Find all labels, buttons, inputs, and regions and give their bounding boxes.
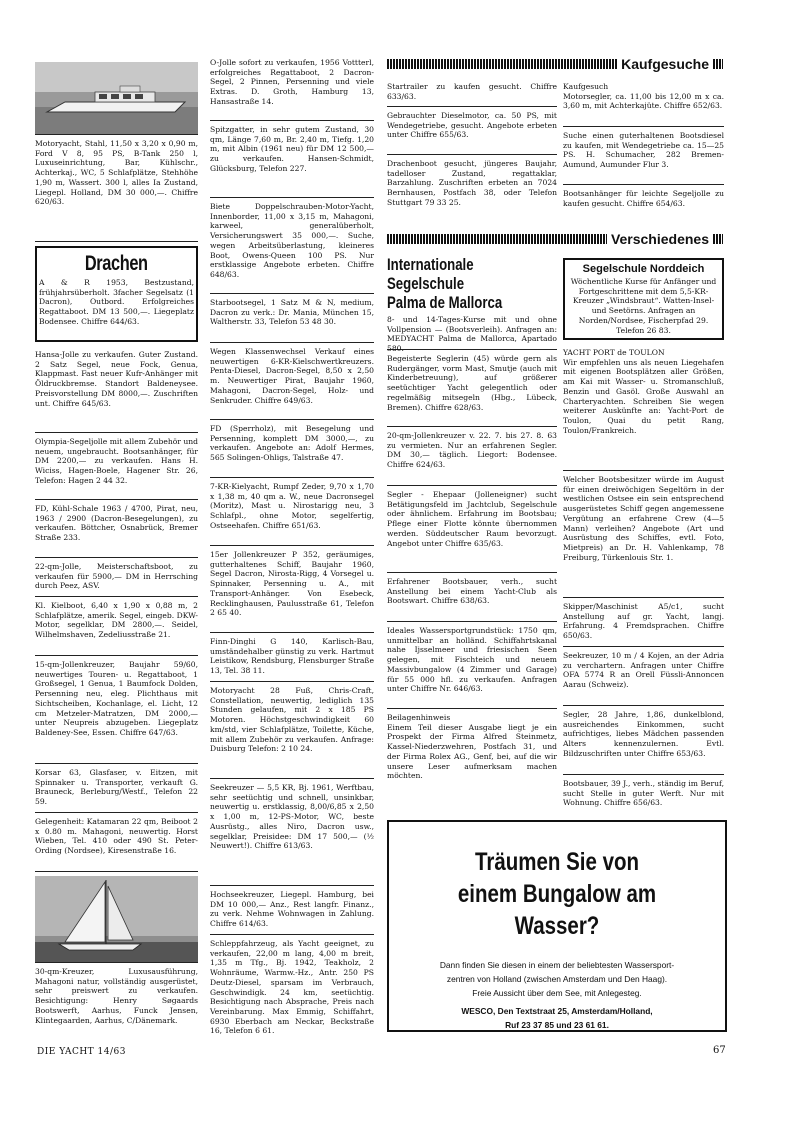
ad-kaufgesuch-motorsegler: Kaufgesuch Motorsegler, ca. 11,00 bis 12,00 m x ca. 3,60 m, mit Achterkajüte. Chiffre 652/63. (563, 78, 724, 127)
ad-dieselmotor: Gebrauchter Dieselmotor, ca. 50 PS, mit Wendegetriebe, gesucht. Angebote erbeten unter Chiffre 655/63. (387, 107, 557, 155)
page-number: 67 (713, 1045, 726, 1056)
segelschule-norddeich-title: Segelschule Norddeich (582, 263, 705, 275)
ad-bootsanhaenger: Bootsanhänger für leichte Segeljolle zu kaufen gesucht. Chiffre 654/63. (563, 189, 724, 208)
ad-15er-jollenkreuzer: 15er Jollenkreuzer P 352, geräumiges, gutterhaltenes Schiff, Baujahr 1960, Segel Dacron, Nirosta-Rigg, 4 Vorsegel u. Spinnaker, Persenning u. A., mit Transport-Anhänger. Von Esebeck, Recklinghausen, Paulusstraße 61, Telefon 2 65 40. (210, 546, 374, 633)
bungalow-ad (387, 820, 727, 1032)
bungalow-body: Dann finden Sie diesen in einem der beliebtesten Wassersport- zentren von Holland (zwischen Amsterdam und Den Haag). Freie Aussicht über dem See, mit Anlegesteg. (439, 960, 675, 998)
verschiedenes-header (387, 232, 723, 246)
ad-22qm-jolle: 22-qm-Jolle, Meisterschaftsboot, zu verkaufen für 5900,— DM in Herrsching durch Peez, ASV. (35, 558, 198, 597)
column-3-lower (387, 256, 557, 787)
ad-finn-dinghi: Finn-Dinghi G 140, Karlisch-Bau, umständehalber günstig zu verk. Hartmut Leistikow, Rendsburg, Flensburger Straße 13, Tel. 38 11. (210, 633, 374, 682)
column-1 (35, 0, 198, 1049)
ad-spitzgatter: Spitzgatter, in sehr gutem Zustand, 30 qm, Länge 7,60 m, Br. 2,40 m, Tiefg. 1,20 m, mit Albin (1961 neu) für DM 12 500,— zu verkaufen. Hansen-Schmidt, Glücksburg, Telefon 227. (210, 121, 374, 198)
column-4-lower (563, 258, 724, 823)
ad-hansa-jolle: Hansa-Jolle zu verkaufen. Guter Zustand. 2 Satz Segel, neue Fock, Genua, Klappmast. Fast neuer Kufr-Anhänger mit Öldruckbremse. Standort Baldeneysee. Preisvorstellung DM 8000,—. Zuschriften unt. Chiffre 645/63. (35, 346, 198, 433)
ad-seekreuzer-55: Seekreuzer — 5,5 KR, Bj. 1961, Werftbau, sehr seetüchtig und schnell, unsinkbar, neuwertig u. erstklassig, 8,00/6,85 x 2,50 x 1,00 m, 12-PS-Motor, WC, beste Ausrüstg., alles Niro, Dacron usw., segelklar, Preisidee: DM 17 500,— (½ Neuwert!). Chiffre 613/63. (210, 779, 374, 886)
motoryacht-photo (35, 62, 198, 135)
ad-o-jolle: O-Jolle sofort zu verkaufen, 1956 Vottterl, erfolgreiches Regattaboot, 2 Dacron-Segel, 2 Pinnen, Persenning und viele Extras. D. Groth, Hamburg 13, Hansastraße 14. (210, 54, 374, 121)
ad-erfahrener-bootsbauer: Erfahrener Bootsbauer, verh., sucht Anstellung bei einem Yacht-Club als Bootswart. Chiffre 638/63. (387, 573, 557, 622)
ad-starbootsegel: Starbootsegel, 1 Satz M & N, medium, Dacron zu verk.: Dr. Mania, München 15, Waltherstr. 33, Telefon 53 48 30. (210, 294, 374, 343)
segelschule-norddeich-body: Wöchentliche Kurse für Anfänger und Fortgeschrittene mit dem 5,5-KR-Kreuzer „Windsbraut“. Watten-Insel- und Seetörns. Anfragen an Norden/Nordsee, Fischerpfad 29. Telefon 26 83. (570, 277, 717, 335)
ad-bootsbauer-39: Bootsbauer, 39 J., verh., ständig im Beruf, sucht Stelle in guter Werft. Nur mit Wohnung. Chiffre 656/63. (563, 779, 724, 808)
intl-segelschule-body: 8- und 14-Tages-Kurse mit und ohne Vollpension — (Bootsverleih). Anfragen an: MEDYACHT Palma de Mallorca, Apartado 580. (387, 315, 557, 354)
column-3 (387, 78, 557, 223)
ad-20qm-jollenkreuzer: 20-qm-Jollenkreuzer v. 22. 7. bis 27. 8. 63 zu vermieten. Nur an erfahrenen Segler. DM 30,— täglich. Liegort: Bodensee. Chiffre 624/63. (387, 427, 557, 486)
ad-segler-28-jahre: Segler, 28 Jahre, 1,86, dunkelblond, ausreichendes Einkommen, sucht aufrichtiges, liebes Mädchen passenden Alters kennenzulernen. Evtl. Bildzuschriften unter Chiffre 653/63. (563, 706, 724, 775)
sailboat-photo (35, 876, 198, 963)
segelschule-norddeich-box (563, 258, 724, 340)
intl-segelschule-title: Internationale Segelschule Palma de Mallorca (387, 256, 503, 312)
ad-doppelschrauben: Biete Doppelschrauben-Motor-Yacht, Innenborder, 11,00 x 3,15 m, Mahagoni, karweel, generalüberholt, Versicherungswert 35 000,—. Suche, wegen Arbeitsüberlastung, kleineres Boot, Owens-Queen 100 PS. Nur erstklassige Angebote erbeten. Chiffre 648/63. (210, 198, 374, 294)
ad-schleppfahrzeug: Schleppfahrzeug, als Yacht geeignet, zu verkaufen, 22,00 m lang, 4,00 m breit, 1,35 m Tfg., Bj. 1942, Teakholz, 2 Wohnräume, Warmw.-Hz., Antr. 250 PS Deutz-Diesel, sparsam im Verbrauch, Geschwindigk. 24 km, seetüchtig. Besichtigung nach Absprache, Preis nach Vereinbarung. Max Emmig, Schiffahrt, 6930 Eberbach am Neckar, Beckstraße 16, Telefon 6 61. (210, 939, 374, 1036)
drachen-ad-box (35, 246, 198, 342)
ad-yacht-port-toulon: YACHT PORT de TOULON Wir empfehlen uns als neuen Liegehafen mit eigenen Bootsplätzen aller Größen, am Kai mit Wasser- u. Stromanschluß, Benzin und Gasöl. Große Auswahl an Charteryachten. Schreiben Sie wegen weiterer Auskünfte an: Yacht-Port de Toulon, Quai du petit Rang, Toulon/Frankreich. (563, 344, 724, 471)
drachen-title: Drachen (85, 252, 148, 275)
ad-drachenboot: Drachenboot gesucht, jüngeres Baujahr, tadelloser Zustand, regattaklar, Barzahlung. Zuschriften erbeten an 7024 Bernhausen, Postfach 38, oder Telefon Stuttgart 79 33 25. (387, 159, 557, 207)
kaufgesuche-header (387, 57, 723, 71)
ad-30qm-kreuzer: 30-qm-Kreuzer, Luxusausführung, Mahagoni natur, vollständig ausgerüstet, sehr preiswert zu verkaufen. Besichtigung: Henry Søgaards Bootswerft, Aarhus, Funck Jensen, Klintegaarden, Aarhus, C/Dänemark. (35, 967, 198, 1025)
intl-segelschule-ad (387, 256, 557, 354)
ad-segler-ehepaar: Segler - Ehepaar (Jolleneigner) sucht Betätigungsfeld im Jachtclub, Segelschule oder ähnlichem. Erfahrung im Bootsbau; Pflege einer Flotte könnte übernommen werden. Süddeutscher Raum bevorzugt. Angebot unter Chiffre 635/63. (387, 486, 557, 573)
ad-startrailer: Startrailer zu kaufen gesucht. Chiffre 633/63. (387, 78, 557, 107)
ad-7kr-kielyacht: 7-KR-Kielyacht, Rumpf Zeder, 9,70 x 1,70 x 1,38 m, 40 qm a. W., neue Dacronsegel (Moritz), Mast u. Nirostarigg neu, 3 Schlafpl., ohne Motor, segelfertig, Ostseehafen. Chiffre 651/63. (210, 478, 374, 546)
ad-bootsdiesel: Suche einen guterhaltenen Bootsdiesel zu kaufen, mit Wendegetriebe ca. 15—25 PS. H. Schumacher, 282 Bremen-Aumund, Aumunder Flur 3. (563, 127, 724, 185)
ad-seekreuzer-10m: Seekreuzer, 10 m / 4 Kojen, an der Adria zu verchartern. Anfragen unter Chiffre OFA 5774 R an Orell Füssli-Annoncen Aarau (Schweiz). (563, 647, 724, 706)
ad-fd-sperrholz: FD (Sperrholz), mit Besegelung und Persenning, komplett DM 3000,—, zu verkaufen. Angebote an: Adolf Hermes, 565 Solingen-Ohligs, Talstraße 47. (210, 420, 374, 478)
footer-magazine: DIE YACHT 14/63 (37, 1047, 126, 1057)
bungalow-contact: WESCO, Den Textstraat 25, Amsterdam/Holland, Ruf 23 37 85 und 23 61 61. (461, 1006, 653, 1030)
ad-wassersportgrundstueck: Ideales Wassersportgrundstück: 1750 qm, unmittelbar an holländ. Schiffahrtskanal nahe Ijsselmeer und friesischen Seen gelegen, mit Fischteich und neuem Massivbungalow (4 Zimmer und Garage) für 55 000 hfl. zu verkaufen. Anfragen unter Chiffre Nr. 646/63. (387, 622, 557, 709)
ad-fd-kuehl: FD, Kühl-Schale 1963 / 4700, Pirat, neu, 1963 / 2900 (Dacron-Besegelungen), zu verkaufen. Böttcher, Osnabrück, Bremer Straße 233. (35, 500, 198, 558)
ad-skipper-maschinist: Skipper/Maschinist A5/c1, sucht Anstellung auf gr. Yacht, langj. Erfahrung. 4 Fremdsprachen. Chiffre 650/63. (563, 598, 724, 647)
ad-seglerin: Begeisterte Seglerin (45) würde gern als Rudergänger, vorm Mast, Smutje (auch mit Kinderbetreuung), auf größerer seetüchtiger Yacht gelegentlich oder regelmäßig mitsegeln (Hbg., Lübeck, Bremen). Chiffre 628/63. (387, 350, 557, 427)
ad-klassenwechsel: Wegen Klassenwechsel Verkauf eines neuwertigen 6-KR-Kielschwertkreuzers. Penta-Diesel, Dacron-Segel, 8,50 x 2,50 m. Neuwertiger Pirat, Baujahr 1960, Mahagoni, Dacron-Segel, Holz- und Senkruder. Chiffre 649/63. (210, 343, 374, 420)
ad-hochseekreuzer: Hochseekreuzer, Liegepl. Hamburg, bei DM 10 000,— Anz., Rest langfr. Finanz., zu verk. Nehme Wohnwagen in Zahlung. Chiffre 614/63. (210, 886, 374, 935)
ad-kielboot: Kl. Kielboot, 6,40 x 1,90 x 0,88 m, 2 Schlafplätze, amerik. Segel, eingeb. DKW-Motor, segelklar, DM 2800,—. Seidel, Wilhelmshaven, Zedeliusstraße 21. (35, 597, 198, 656)
ad-motoryacht-28: Motoryacht 28 Fuß, Chris-Craft, Constellation, neuwertig, lediglich 135 Stunden gelaufen, mit 2 x 185 PS Motoren. Höchstgeschwindigkeit 60 km/std, vier Schlafplätze, Toilette, Küche, mit allem Zubehör zu verkaufen. Anfrage: Duisburg Telefon: 2 10 24. (210, 682, 374, 779)
bungalow-headline: Träumen Sie von einem Bungalow am Wasser? (457, 848, 657, 940)
ad-katamaran: Gelegenheit: Katamaran 22 qm, Beiboot 2 x 0.80 m. Mahagoni, neuwertig. Horst Wieben, Tel. 410 oder 490 St. Peter-Ording (Nordsee), Kiresenstraße 16. (35, 813, 198, 872)
ad-beilagenhinweis: Beilagenhinweis Einem Teil dieser Ausgabe liegt je ein Prospekt der Firma Alfred Steinmetz, Kassel-Niederzwehren, Postfach 31, und der Firma Rolex AG., Genf, bei, auf die wir unsere Leser aufmerksam machen möchten. (387, 713, 557, 781)
ad-welcher-bootsbesitzer: Welcher Bootsbesitzer würde im August für einen dreiwöchigen Segeltörn in der westlichen Ostsee ein sein entsprechend ausgerüstetes Schiff gegen angemessene Vergütung an erfahrene Crew (4—5 Mann) verleihen? Angebote (Art und Ausrüstung des Schiffes, evtl. Foto, Mietpreis) an Dr. H. Vahlenkamp, 78 Freiburg, Türkenlouis Str. 1. (563, 471, 724, 598)
drachen-body: A & R 1953, Bestzustand, frühjahrsüberholt. 3facher Segelsatz (1 Dacron), Outbord. Erfolgreiches Regattaboot. DM 13 500,—. Liegeplatz Bodensee. Chiffre 644/63. (39, 278, 194, 326)
ad-15qm-jollenkreuzer: 15-qm-Jollenkreuzer, Baujahr 59/60, neuwertiges Touren- u. Regattaboot, 1 Großsegel, 1 Genua, 1 Baumfock Dolden, Persenning neu, eleg. Plichthaus mit Sichtscheiben, Kochanlage, el. Licht, 12 cm Metzeler-Matratzen, DM 2000,— unter Neupreis abzugeben. Liegeplatz Baldeney-See, Essen. Chiffre 647/63. (35, 656, 198, 764)
column-4 (563, 78, 724, 223)
verschiedenes-label: Verschiedenes (610, 231, 709, 247)
kaufgesuche-label: Kaufgesuche (621, 56, 709, 72)
ad-olympia-jolle: Olympia-Segeljolle mit allem Zubehör und neuem, ungebraucht. Bootsanhänger, für DM 2200,— zu verkaufen. Hans H. Wiciss, Hagen-Boele, Hagener Str. 26, Telefon: Hagen 2 44 32. (35, 433, 198, 500)
column-2 (210, 54, 374, 1061)
ad-motoryacht-stahl: Motoryacht, Stahl, 11,50 x 3,20 x 0,90 m, Ford V 8, 95 PS, B-Tank 250 l, Luxuseinrichtung, Bar, Kühlschr., Achterkaj., WC, 5 Schlafplätze, Stehhöhe 1,90 m, Wassert. 300 l, alles Ia Zustand, Liegepl. Holland, DM 30 000,—. Chiffre 620/63. (35, 135, 198, 242)
ad-korsar: Korsar 63, Glasfaser, v. Eitzen, mit Spinnaker u. Transporter, verkauft G. Brauneck, Berleburg/Westf., Telefon 22 59. (35, 764, 198, 813)
